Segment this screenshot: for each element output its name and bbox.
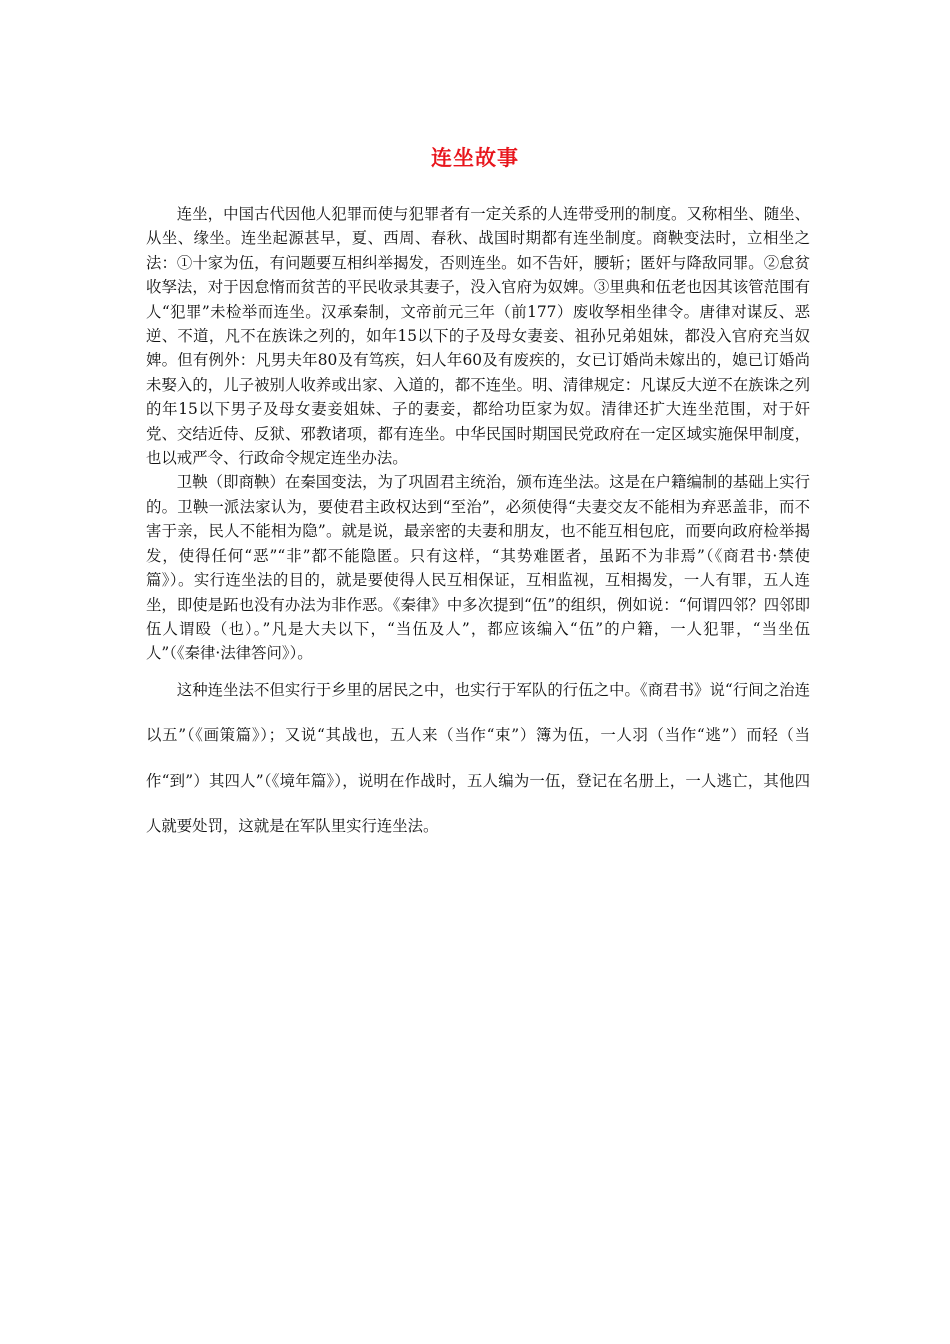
document-title: 连坐故事 [431,146,519,170]
paragraph-3: 这种连坐法不但实行于乡里的居民之中，也实行于军队的行伍之中。《商君书》说“行间之治连以五”（《画策篇》）；又说“其战也，五人来（当作“束”）簿为伍，一人羽（当作“逃”）而轻（当作“到”）其四人”（《境年篇》），说明在作战时，五人编为一伍，登记在名册上，一人逃亡，其他四人就要处罚，这就是在军队里实行连坐法。 [146,680,810,836]
paragraph-2: 卫鞅（即商鞅）在秦国变法，为了巩固君主统治，颁布连坐法。这是在户籍编制的基础上实行的。卫鞅一派法家认为，要使君主政权达到“至治”，必须使得“夫妻交友不能相为弃恶盖非，而不害于亲，民人不能相为隐”。就是说，最亲密的夫妻和朋友，也不能互相包庇，而要向政府检举揭发，使得任何“恶”“非”都不能隐匿。只有这样，“其势难匿者，虽跖不为非焉”（《商君书·禁使篇》）。实行连坐法的目的，就是要使得人民互相保证，互相监视，互相揭发，一人有罪，五人连坐，即使是跖也没有办法为非作恶。《秦律》中多次提到“伍”的组织，例如说：“何谓四邻？四邻即伍人谓殴（也）。”凡是大夫以下，“当伍及人”，都应该编入“伍”的户籍，一人犯罪，“当坐伍人”（《秦律·法律答问》）。 [146,473,810,663]
document-body [146,202,810,850]
paragraph-1: 连坐，中国古代因他人犯罪而使与犯罪者有一定关系的人连带受刑的制度。又称相坐、随坐、从坐、缘坐。连坐起源甚早，夏、西周、春秋、战国时期都有连坐制度。商鞅变法时，立相坐之法：①十家为伍，有问题要互相纠举揭发，否则连坐。如不告奸，腰斩；匿奸与降敌同罪。②怠贫收孥法，对于因怠惰而贫苦的平民收录其妻子，没入官府为奴婢。③里典和伍老也因其该管范围有人“犯罪”未检举而连坐。汉承秦制，文帝前元三年（前177）废收孥相坐律令。唐律对谋反、恶逆、不道，凡不在族诛之列的，如年15以下的子及母女妻妾、祖孙兄弟姐妹，都没入官府充当奴婢。但有例外：凡男夫年80及有笃疾，妇人年60及有废疾的，女已订婚尚未嫁出的，媳已订婚尚未娶入的，儿子被别人收养或出家、入道的，都不连坐。明、清律规定：凡谋反大逆不在族诛之列的年15以下男子及母女妻妾姐妹、子的妻妾，都给功臣家为奴。清律还扩大连坐范围，对于奸党、交结近侍、反狱、邪教诸项，都有连坐。中华民国时期国民党政府在一定区域实施保甲制度，也以戒严令、行政命令规定连坐办法。 [146,205,810,468]
